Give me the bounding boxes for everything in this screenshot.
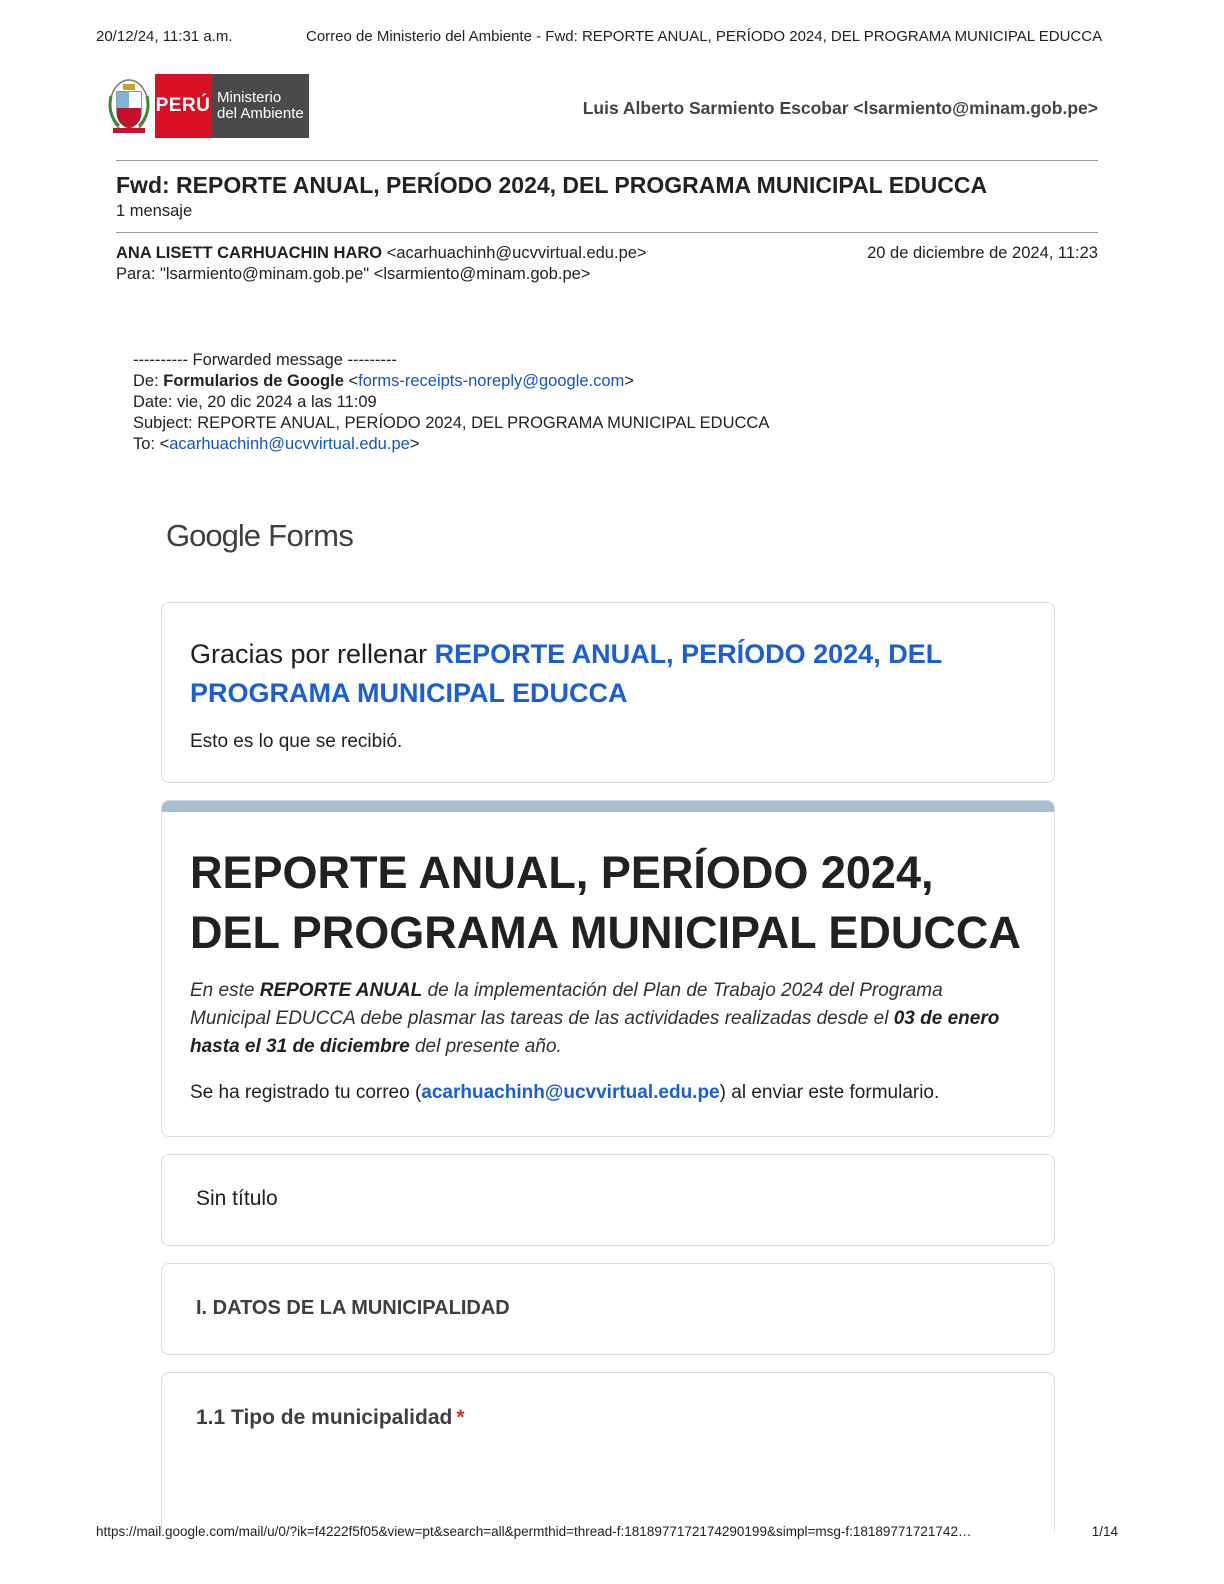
desc-part-5: del presente año. bbox=[409, 1036, 562, 1057]
untitled-section-card bbox=[161, 1154, 1055, 1246]
ministry-logo bbox=[107, 74, 309, 138]
desc-part-2: REPORTE ANUAL bbox=[259, 980, 423, 1001]
form-header-card bbox=[161, 800, 1055, 1137]
form-title bbox=[190, 843, 1034, 963]
ministry-line-1: Ministerio bbox=[217, 89, 282, 106]
required-asterisk: * bbox=[456, 1406, 465, 1429]
ministry-line-2: del Ambiente bbox=[217, 105, 304, 122]
from-email-link[interactable]: forms-receipts-noreply@google.com bbox=[358, 372, 625, 390]
registered-email-link[interactable]: acarhuachinh@ucvvirtual.edu.pe bbox=[421, 1082, 720, 1103]
desc-part-4: 03 de enero hasta el 31 de diciembre bbox=[190, 1008, 1000, 1057]
to-label: To: < bbox=[133, 435, 170, 453]
sender-name: ANA LISETT CARHUACHIN HARO bbox=[116, 244, 383, 262]
desc-part-1: En este bbox=[190, 980, 260, 1001]
thanks-prefix: Gracias por rellenar bbox=[190, 639, 435, 669]
forwarded-separator: ---------- Forwarded message --------- bbox=[133, 351, 397, 369]
section-title: I. DATOS DE LA MUNICIPALIDAD bbox=[196, 1297, 510, 1319]
forwarded-to bbox=[133, 434, 769, 455]
section-card bbox=[161, 1263, 1055, 1355]
question-title bbox=[196, 1406, 465, 1430]
form-accent-band bbox=[162, 801, 1054, 812]
coat-of-arms-icon bbox=[107, 74, 151, 138]
google-wordmark: Google bbox=[166, 518, 260, 553]
to-email-link[interactable]: acarhuachinh@ucvvirtual.edu.pe bbox=[169, 435, 410, 453]
print-page-title: Correo de Ministerio del Ambiente - Fwd: REPORTE ANUAL, PERÍODO 2024, DEL PROGRAMA MUNICIPAL EDUCCA bbox=[306, 28, 1103, 45]
question-label: 1.1 Tipo de municipalidad bbox=[196, 1406, 453, 1429]
forwarded-subject: Subject: REPORTE ANUAL, PERÍODO 2024, DEL PROGRAMA MUNICIPAL EDUCCA bbox=[133, 414, 770, 432]
sender-email: <acarhuachinh@ucvvirtual.edu.pe> bbox=[382, 244, 647, 262]
from-close: > bbox=[624, 372, 634, 390]
email-date: 20 de diciembre de 2024, 11:23 bbox=[867, 244, 1098, 262]
desc-part-3: de la implementación del Plan de Trabajo 2024 del Programa Municipal EDUCCA debe plasmar las tareas de las actividades realizadas desde el bbox=[190, 980, 943, 1029]
page-number: 1/14 bbox=[1091, 1524, 1118, 1539]
peru-wordmark: PERÚ bbox=[155, 74, 211, 138]
print-timestamp: 20/12/24, 11:31 a.m. bbox=[96, 28, 233, 45]
untitled-section-title: Sin título bbox=[196, 1187, 278, 1210]
thanks-card bbox=[161, 602, 1055, 783]
form-title-line-2: DEL PROGRAMA MUNICIPAL EDUCCA bbox=[190, 907, 1021, 958]
form-description bbox=[190, 977, 1028, 1061]
registered-suffix: ) al enviar este formulario. bbox=[719, 1082, 940, 1103]
form-name-link[interactable]: REPORTE ANUAL, PERÍODO 2024, DEL PROGRAMA MUNICIPAL EDUCCA bbox=[190, 639, 942, 708]
google-forms-logo bbox=[166, 518, 353, 554]
account-identity: Luis Alberto Sarmiento Escobar <lsarmiento@minam.gob.pe> bbox=[582, 98, 1098, 118]
from-label: De: bbox=[133, 372, 164, 390]
forwarded-date: Date: vie, 20 dic 2024 a las 11:09 bbox=[133, 393, 377, 411]
divider bbox=[116, 160, 1098, 161]
divider bbox=[116, 232, 1098, 233]
registered-email-note bbox=[190, 1082, 939, 1104]
to-close: > bbox=[409, 435, 420, 453]
question-card bbox=[161, 1372, 1055, 1532]
email-sender bbox=[116, 244, 647, 263]
from-open: < bbox=[343, 372, 359, 390]
forwarded-message-header bbox=[133, 350, 769, 455]
thanks-message bbox=[190, 635, 1014, 713]
page-url: https://mail.google.com/mail/u/0/?ik=f4222f5f05&view=pt&search=all&permthid=thread-f:1818977172174290199&simpl=msg-f:18189771721742… bbox=[96, 1524, 972, 1539]
forms-wordmark: Forms bbox=[259, 518, 354, 553]
email-subject: Fwd: REPORTE ANUAL, PERÍODO 2024, DEL PROGRAMA MUNICIPAL EDUCCA bbox=[116, 172, 988, 198]
email-recipient: Para: "lsarmiento@minam.gob.pe" <lsarmiento@minam.gob.pe> bbox=[116, 265, 591, 283]
forwarded-from bbox=[133, 371, 769, 392]
message-count: 1 mensaje bbox=[116, 202, 193, 220]
from-name: Formularios de Google bbox=[163, 372, 344, 390]
form-title-line-1: REPORTE ANUAL, PERÍODO 2024, bbox=[190, 847, 934, 898]
ministry-wordmark bbox=[211, 74, 309, 138]
registered-prefix: Se ha registrado tu correo ( bbox=[190, 1082, 422, 1103]
received-note: Esto es lo que se recibió. bbox=[190, 731, 403, 752]
